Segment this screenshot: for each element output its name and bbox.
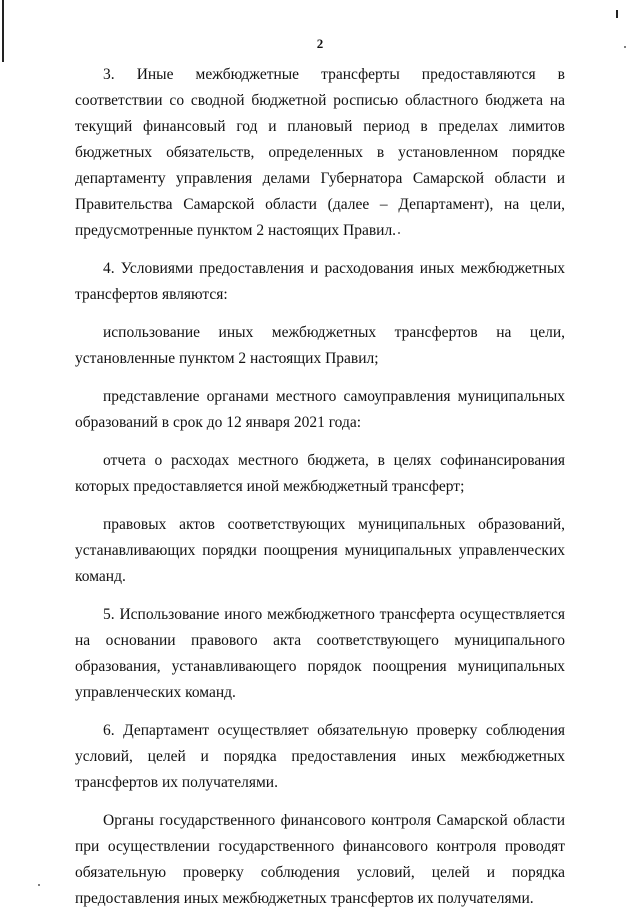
scan-edge-mark xyxy=(616,10,618,18)
paragraph-6-control: Органы государственного финансового контроля Самарской области при осуществлении государственного финансового контроля проводят обязательную проверку соблюдения условий, целей и порядка предоставления иных межбюджетных трансфертов их получателями. xyxy=(75,812,565,907)
paragraph-3: 3. Иные межбюджетные трансферты предоставляются в соответствии со сводной бюджетной росписью областного бюджета на текущий финансовый год и плановый период в пределах лимитов бюджетных обязательств, определенных в установленном порядке департаменту управления делами Губернатора Самарской области и Правительства Самарской области (далее – Департамент), на цели, предусмотренные пунктом 2 настоящих Правил. xyxy=(75,66,565,239)
scan-edge-mark xyxy=(2,0,4,62)
paragraph-4-subitem-2: правовых актов соответствующих муниципальных образований, устанавливающих порядки поощрения муниципальных управленческих команд. xyxy=(75,516,565,585)
scan-speck xyxy=(398,232,400,234)
scan-speck xyxy=(624,46,626,48)
paragraph-4-item-2: представление органами местного самоуправления муниципальных образований в срок до 12 января 2021 года: xyxy=(75,388,565,431)
page-number: 2 xyxy=(316,36,324,51)
paragraph-4: 4. Условиями предоставления и расходования иных межбюджетных трансфертов являются: xyxy=(75,260,565,303)
paragraph-5: 5. Использование иного межбюджетного трансферта осуществляется на основании правового акта соответствующего муниципального образования, устанавливающего порядок поощрения муниципальных управленческих команд. xyxy=(75,606,565,701)
document-body xyxy=(75,62,565,924)
paragraph-4-subitem-1: отчета о расходах местного бюджета, в целях софинансирования которых предоставляется иной межбюджетный трансферт; xyxy=(75,452,565,495)
paragraph-4-item-1: использование иных межбюджетных трансфертов на цели, установленные пунктом 2 настоящих Правил; xyxy=(75,324,565,367)
paragraph-6: 6. Департамент осуществляет обязательную проверку соблюдения условий, целей и порядка предоставления иных межбюджетных трансфертов их получателями. xyxy=(75,722,565,791)
scan-speck xyxy=(38,884,40,886)
